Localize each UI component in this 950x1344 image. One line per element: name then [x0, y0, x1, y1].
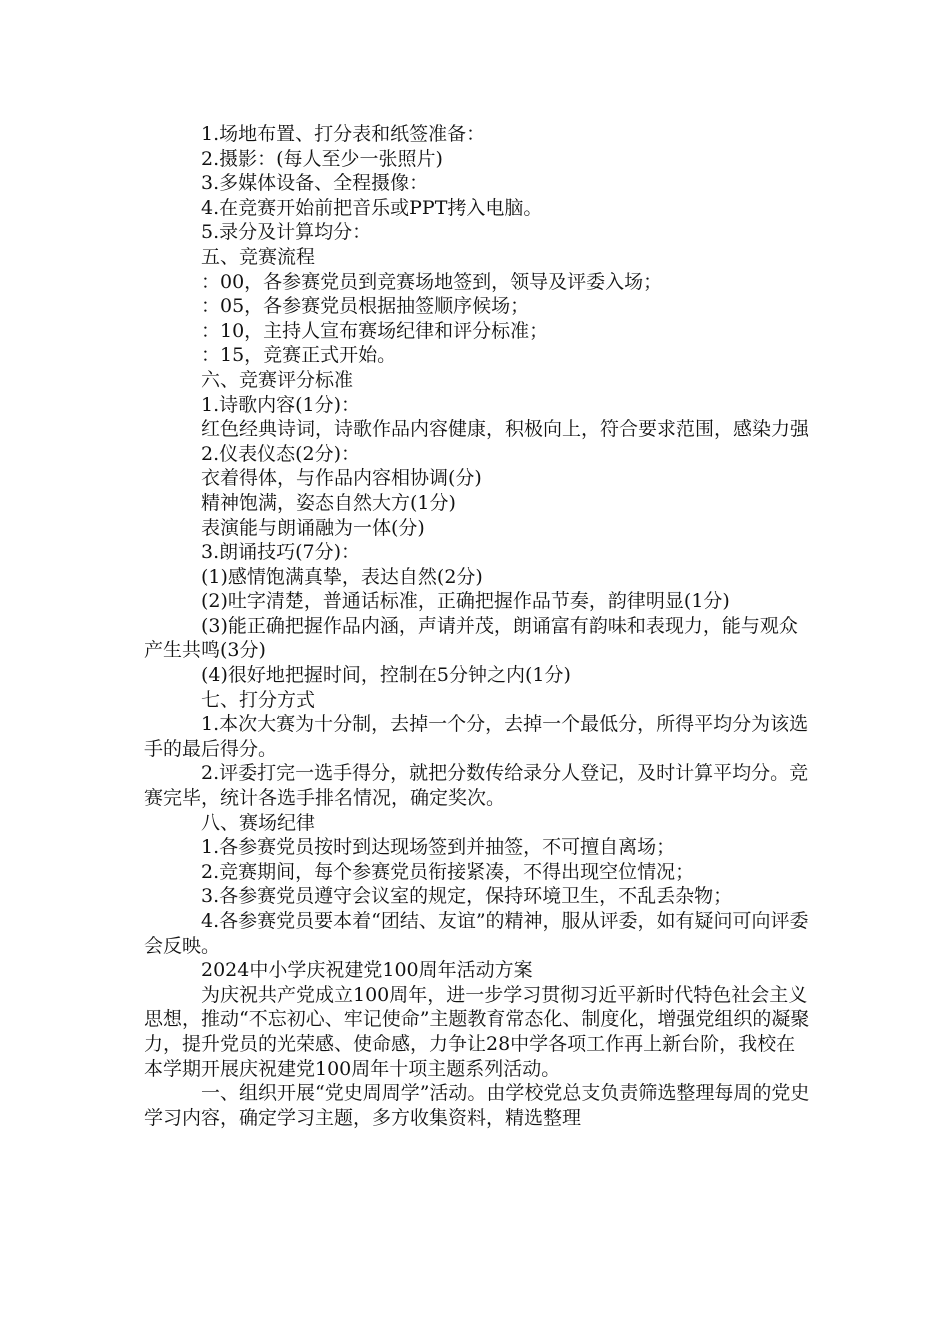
paragraph: ：15，竞赛正式开始。	[201, 344, 397, 367]
paragraph: (1)感情饱满真挚，表达自然(2分)	[201, 565, 483, 588]
paragraph: 红色经典诗词，诗歌作品内容健康，积极向上，符合要求范围，感染力强	[201, 418, 810, 441]
paragraph: (4)很好地把握时间，控制在5分钟之内(1分)	[201, 664, 571, 687]
section-heading: 七、打分方式	[201, 688, 316, 711]
paragraph: 1.本次大赛为十分制，去掉一个分，去掉一个最低分，所得平均分为该选手的最后得分。	[144, 713, 809, 760]
paragraph: 4.在竞赛开始前把音乐或PPT拷入电脑。	[201, 196, 543, 219]
paragraph: ：10，主持人宣布赛场纪律和评分标准；	[201, 319, 549, 342]
paragraph: 为庆祝共产党成立100周年，进一步学习贯彻习近平新时代特色社会主义思想，推动“不忘初心、牢记使命”主题教育常态化、制度化，增强党组织的凝聚力，提升党员的光荣感、使命感，力争让28中学各项工作再上新台阶，我校在本学期开展庆祝建党100周年十项主题系列活动。	[144, 983, 810, 1080]
paragraph: (3)能正确把握作品内涵，声请并茂，朗诵富有韵味和表现力，能与观众产生共鸣(3分)	[144, 614, 798, 662]
paragraph: 1.场地布置、打分表和纸签准备：	[201, 123, 486, 145]
paragraph: (2)吐字清楚，普通话标准，正确把握作品节奏，韵律明显(1分)	[201, 590, 730, 613]
paragraph: 3.多媒体设备、全程摄像：	[201, 172, 429, 195]
paragraph: 3.各参赛党员遵守会议室的规定，保持环境卫生，不乱丢杂物；	[201, 885, 733, 908]
paragraph: ：00，各参赛党员到竞赛场地签到，领导及评委入场；	[201, 270, 663, 293]
paragraph: 2.评委打完一选手得分，就把分数传给录分人登记，及时计算平均分。竞赛完毕，统计各选手排名情况，确定奖次。	[144, 762, 809, 810]
section-heading: 六、竞赛评分标准	[201, 368, 354, 391]
paragraph: 2.竞赛期间，每个参赛党员衔接紧凑，不得出现空位情况；	[201, 860, 695, 883]
paragraph: 1.诗歌内容(1分)：	[201, 393, 361, 416]
paragraph: 精神饱满，姿态自然大方(1分)	[201, 491, 456, 514]
paragraph: 2.仪表仪态(2分)：	[201, 442, 361, 465]
paragraph: ：05，各参赛党员根据抽签顺序候场；	[201, 295, 530, 318]
paragraph: 一、组织开展“党史周周学”活动。由学校党总支负责筛选整理每周的党史学习内容，确定学习主题，多方收集资料，精选整理	[144, 1082, 810, 1129]
document-title: 2024中小学庆祝建党100周年活动方案	[201, 959, 533, 982]
section-heading: 五、竞赛流程	[201, 245, 316, 268]
paragraph: 表演能与朗诵融为一体(分)	[201, 516, 425, 539]
paragraph: 1.各参赛党员按时到达现场签到并抽签，不可擅自离场；	[201, 836, 676, 859]
paragraph: 4.各参赛党员要本着“团结、友谊”的精神，服从评委，如有疑问可向评委会反映。	[144, 910, 809, 957]
document-body	[144, 122, 812, 1130]
section-heading: 八、赛场纪律	[201, 811, 316, 834]
paragraph: 2.摄影：(每人至少一张照片)	[201, 147, 443, 170]
paragraph: 衣着得体，与作品内容相协调(分)	[201, 467, 482, 490]
paragraph: 5.录分及计算均分：	[201, 221, 372, 244]
paragraph: 3.朗诵技巧(7分)：	[201, 541, 361, 564]
